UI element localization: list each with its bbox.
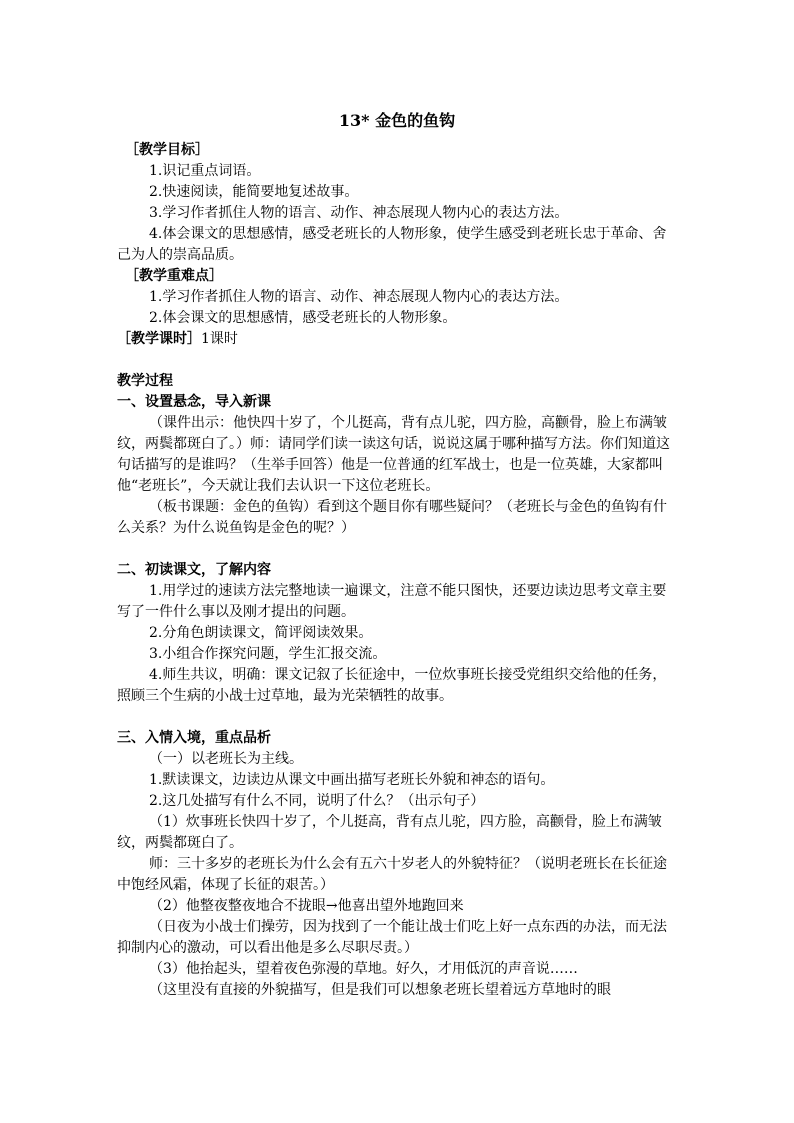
hours-value: 1课时 [201, 331, 238, 347]
section-paragraph: 2.这几处描写有什么不同，说明了什么？（出示句子） [149, 793, 485, 809]
section-heading: 二、初读课文，了解内容 [117, 562, 271, 578]
hours-heading: ［教学课时］ [117, 331, 201, 347]
section-paragraph: 1.默读课文，边读边从课文中画出描写老班长外貌和神态的语句。 [149, 772, 555, 788]
objective-item: 1.识记重点词语。 [149, 163, 261, 179]
section-paragraph: （1）炊事班长快四十岁了，个儿挺高，背有点儿驼，四方脸，高颧骨，脸上布满皱纹，两鬓都斑白了。 [117, 814, 662, 851]
objective-item: 2.快速阅读，能简要地复述故事。 [149, 184, 359, 200]
section-paragraph: （一）以老班长为主线。 [149, 751, 303, 767]
section-paragraph: （日夜为小战士们操劳，因为找到了一个能让战士们吃上好一点东西的办法，而无法抑制内心的激动，可以看出他是多么尽职尽责。） [117, 919, 667, 956]
keypoint-item: 1.学习作者抓住人物的语言、动作、神态展现人物内心的表达方法。 [149, 289, 569, 305]
section-heading: 三、入情入境，重点品析 [117, 730, 271, 746]
page-title: 13* 金色的鱼钩 [338, 111, 456, 130]
objective-item: 4.体会课文的思想感情，感受老班长的人物形象，使学生感受到老班长忠于革命、舍己为人的崇高品质。 [117, 226, 667, 263]
document-body [117, 140, 677, 1001]
keypoints-heading: ［教学重难点］ [125, 268, 223, 284]
objective-item: 3.学习作者抓住人物的语言、动作、神态展现人物内心的表达方法。 [149, 205, 569, 221]
section-paragraph: （课件出示：他快四十岁了，个儿挺高，背有点儿驼，四方脸，高颧骨，脸上布满皱纹，两鬓都斑白了。）师：请同学们读一读这句话，说说这属于哪种描写方法。你们知道这句话描写的是谁吗？（生举手回答）他是一位普通的红军战士，也是一位英雄，大家都叫他“老班长”，今天就让我们去认识一下这位老班长。 [117, 415, 670, 494]
section-heading: 一、设置悬念，导入新课 [117, 394, 271, 410]
section-paragraph: 4.师生共议，明确：课文记叙了长征途中，一位炊事班长接受党组织交给他的任务，照顾三个生病的小战士过草地，最为光荣牺牲的故事。 [117, 667, 667, 704]
section-paragraph: （2）他整夜整夜地合不拢眼→他喜出望外地跑回来 [149, 898, 464, 914]
keypoint-item: 2.体会课文的思想感情，感受老班长的人物形象。 [149, 310, 457, 326]
section-paragraph: 师：三十多岁的老班长为什么会有五六十岁老人的外貌特征？（说明老班长在长征途中饱经风霜，体现了长征的艰苦。） [117, 856, 667, 893]
section-paragraph: （这里没有直接的外貌描写，但是我们可以想象老班长望着远方草地时的眼 [149, 982, 611, 998]
objectives-heading: ［教学目标］ [125, 142, 209, 158]
section-paragraph: 2.分角色朗读课文，简评阅读效果。 [149, 625, 373, 641]
section-paragraph: （板书课题：金色的鱼钩）看到这个题目你有哪些疑问？（老班长与金色的鱼钩有什么关系？为什么说鱼钩是金色的呢？） [117, 499, 667, 536]
section-paragraph: 1.用学过的速读方法完整地读一遍课文，注意不能只图快，还要边读边思考文章主要写了一件什么事以及刚才提出的问题。 [117, 583, 667, 620]
section-paragraph: 3.小组合作探究问题，学生汇报交流。 [149, 646, 387, 662]
hours-line [117, 329, 677, 350]
section-paragraph: （3）他抬起头，望着夜色弥漫的草地。好久，才用低沉的声音说…… [149, 961, 578, 977]
process-heading: 教学过程 [117, 373, 173, 389]
